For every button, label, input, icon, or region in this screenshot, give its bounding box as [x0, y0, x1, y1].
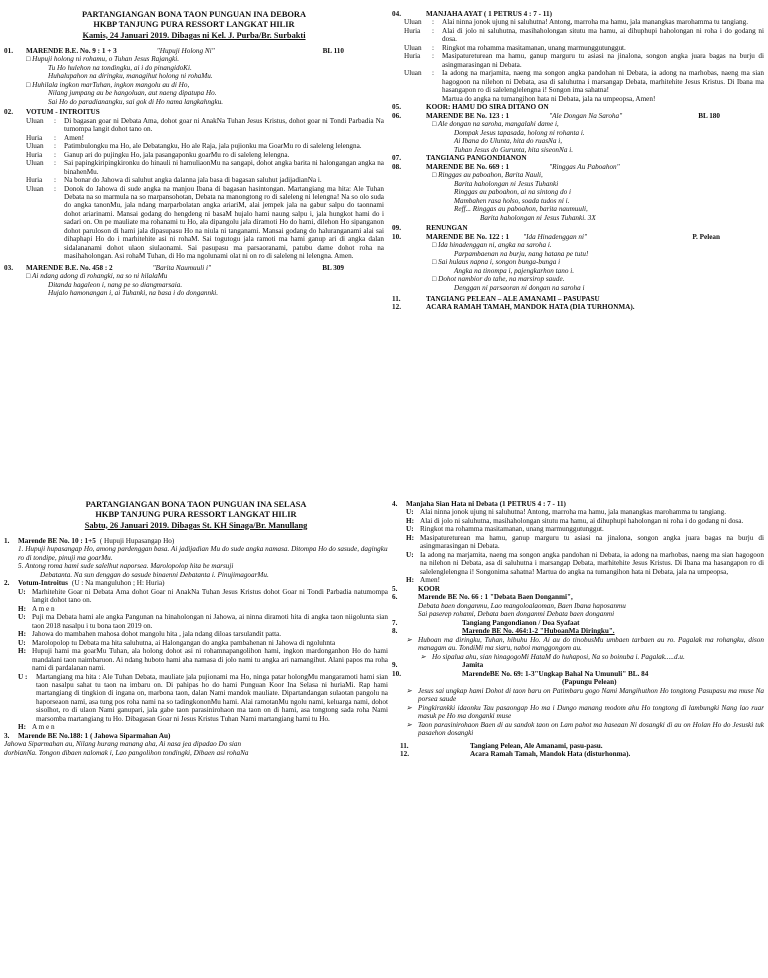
liturgy-row: Huria : Na bonar do Jahowa di saluhut angka dalanna jala basa di bagasan saluhut jadijadianNa i.: [26, 176, 322, 185]
program-date: Kamis, 24 Januari 2019. Dibagas ni Kel. J. Purba/Br. Surbakti: [82, 30, 306, 40]
reading-row: U: Alai ninna jonok ujung ni saluhutna! Antong, marroha ma hamu, jala manangkas marohamma tu tangiang.: [406, 508, 726, 517]
program-thursday: [4, 10, 384, 488]
section-4: 4. Manjaha Sian Hata ni Debata (1 PETRUS 4 : 7 - 11): [392, 500, 566, 508]
program-title: PARTANGIANGAN BONA TAON PUNGUAN INA SELASA: [85, 500, 307, 509]
section-5: 5. KOOR: [392, 584, 440, 593]
section-08: 08. MARENDE BE No. 669 : 1 "Ringgas Au Paboahon": [392, 162, 620, 171]
section-7: 7. Tangiang Pangondianon / Doa Syafaat: [392, 618, 580, 627]
reading-row: Huria : Masipatureturean ma hamu, ganup marguru tu asiasi na jinalona, songon angka juara bagas na burju di asingmarasingan ni Debata.: [404, 52, 764, 69]
section-06: 06. MARENDE BE No. 123 : 1 "Ale Dongan Na Saroha" BL 180: [392, 111, 720, 120]
reading-row: Uluan : Ia adong na marjamita, naeng ma songon angka pandohan ni Debata, ia adong na marhobas, naeng ma sian hagogoon na nilehon ni Debata, asa di saluhutna i marsangap Debata, marhitehite Jesus Kristus. Di Ibana ma hasangapon ro di salelenglelengna i! Songon ima sahatna!: [404, 69, 764, 95]
section-9: 9. Jamita: [392, 661, 484, 670]
liturgy-row: U: Puji ma Debata hami ale angka Pangunan na hinaholongan ni Jahowa, ai ninna diramoti hita di angka taon niigolunta sian taon 2018 nasalpu i tu bona taon 2019 on.: [18, 613, 388, 630]
bible-reading: [392, 18, 764, 103]
reading-row: Huria : Alai di jolo ni saluhutna, masihaholongan situtu ma hamu, ai dihuphupi haholongan ni roha i do godang ni dosa.: [404, 26, 764, 44]
section-8: 8. Marende BE No. 464:1-2 "HuboanMa Diringku".: [392, 627, 615, 636]
arrow-bullet-icon: ➢: [420, 652, 427, 661]
section-10: 10. MARENDE BE No. 122 : 1 "Ida Hinadenggan ni" P. Pelean: [392, 232, 720, 241]
section-11: 11. TANGIANG PELEAN – ALE AMANAMI – PASUPASU: [392, 294, 600, 303]
section-12: 12. ACARA RAMAH TAMAH, MANDOK HATA (DIA TURHONMA).: [392, 303, 635, 312]
liturgy-row: Uluan : Di bagasan goar ni Debata Ama, dohot goar ni AnakNa Tuhan Jesus Kristus, dohot goar ni Tondi Parbadia Na tumompa langit dohot tano on.: [26, 116, 384, 134]
liturgy-row: H: Hupuji hami ma goarMu Tuhan, ala holong dohot asi ni rohamnapangolihon hami, ingkon mardonganhon Ho do hami mandalani taon naimbaruon. Ai ndang huboto hami aha namasa di jolo nami tu angka ari namangihut. Alani papos ma roha nami di pardalanan nami.: [18, 647, 388, 673]
liturgy-row: U: Marolopolop tu Debata ma hita saluhutna, ai Halongangan do angka pambahenan ni Jahowa di ngoluhnta: [18, 638, 336, 647]
hymn-lyrics: □ Ida hinadenggan ni, angka na saroha i. Parpambaenan na burju, nang hatana pe tutu! □ Sai hulaus napna i, songon bunga-bunga i Angka na tinompa i, pajengkarhon tano i. □ Dohot nambior do tahe, na marsirop saude. Denggan ni parsaoran ni dongan na saroha i: [432, 241, 589, 292]
section-12: 12. Acara Ramah Tamah, Mandok Hata (disturhonma).: [400, 750, 631, 759]
arrow-bullet-icon: ➢: [406, 703, 413, 712]
program-date: Sabtu, 26 Januari 2019. Dibagas St. KH Sinaga/Br. Manullang: [84, 520, 308, 530]
program-saturday-continued: [392, 500, 764, 974]
reading-row: H: Masipatureturean ma hamu, ganup marguru tu asiasi na jinalona, songon angka juara bagas na burju di asingmarasingan ni Debata.: [406, 533, 764, 551]
reading-row: H: Alai di jolo ni saluhutna, masihaholongan situtu ma hamu, ai dihuphupi haholongan ni roha i do godang ni dosa.: [406, 516, 744, 525]
liturgy-row: H: A m e n: [18, 723, 55, 732]
section-03: 03. MARENDE B.E. No. 458 : 2 "Barita Naumuuli i" BL 309: [4, 263, 344, 272]
church-name: HKBP TANJUNG PURA RESSORT LANGKAT HILIR: [95, 510, 297, 520]
liturgy-row: Huria : Amen!: [26, 133, 84, 142]
liturgy-row: U : Martangiang ma hita : Ale Tuhan Debata, mauliate jala pujionami ma Ho, ninga patar holongMu mangaramoti hami sian taon nasalpu sahat tu taon na imbaru on. Di pahipas ho do hami Punguan Koor Ina Selasa ni huriaMi. Rap hami martangiang di tingkion di ingana on, marbona taon, dalan Nami mandok mauliate. Dipartandangan sulaotan pangolu na haporseaon nami, asa tung pos roha nami na so tadingkononMu hami. Alai ramotanMu ngolu nami, keluarga nami, dohot sisolhot, ro di ulaon Nami ganupari, jala gabe taon parasinirohaon ma taon on di hami, asa tongtong sada roha Nami marsomba martangiang tu Ho. Dibagasan Goar ni Jesus Kristus Tuhan Nami martangiang hami tu Ho.: [18, 672, 388, 723]
hymn-lyrics: □ Ringgas au paboahon, Barita Nauli, Barita haholongan ni Jesus Tuhanki Ringgas au paboahon, ai na sintong do i Mambahen rasa holso, soada tudos ni i. Reff... Ringgas au paboahon, barita naumuuli, Barita haholongan ni Jesus Tuhanki. 3X: [432, 171, 596, 222]
arrow-bullet-icon: ➢: [406, 686, 413, 695]
hymn-lyrics: 1. Hupuji hupasangap Ho, among pardenggan basa. Ai jadijadian Mu do sude angka namasa. Ditompa Ho do sasude, dagingku ro di tondipe, pinuji ma goarMu. 5. Antong roma hami sude salelhut naporsea. Marolopolop hita be marsuji Debatanta. Na sun denggan do sasude binaenni Debatanta i. PinujimagoarMu.: [18, 545, 388, 579]
arrow-bullet-icon: ➢: [406, 635, 413, 644]
reading-row: U: Ia adong na marjamita, naeng ma songon angka pandohan ni Debata, ia adong na marhobas, naeng ma sian hagogoon na nilehon ni Debata, asa di saluhutna i marsangap Debata, marhitehite Jesus Kristus. Di Ibana ma hasangapon ro di salelenglelengna i! Songonima sahatna! Martua do angka na tumangihon hata ni Debata, jala na umpeopsa,: [406, 550, 764, 576]
section-07: 07. TANGIANG PANGONDIANON: [392, 154, 527, 163]
bible-reading: [392, 508, 764, 584]
liturgy-row: H: Jahowa do mambahen mahosa dohot mangolu hita , jala ndang diloas tarsulandit patta.: [18, 630, 282, 639]
liturgy-row: U: Marhitehite Goar ni Debata Ama dohot Goar ni AnakNa Tuhan Jesus Kristus dohot Goar ni Tondi Parbadia natumompa langit dohot tano on.: [18, 587, 388, 605]
section-3: 3. Marende BE No.188: 1 ( Jahowa Siparmahan Au): [4, 731, 171, 740]
hymn-lyrics: □ Ai ndang adong di rohangki, na so ni hilalaMu Ditanda hagaleon i, nang pe so diangmarsaia. Hujalo hamonangan i, ai Tuhanki, na basa i do dongannki.: [26, 272, 219, 298]
reading-row: U: Ringkot ma rohamma masitamanan, unang marmunggutunggut.: [406, 525, 604, 534]
program-thursday-continued: [392, 10, 764, 488]
hymn-lyrics: ➢ Jesus sai ungkap hami Dohot di taon baru on Patimbaru gogo Nami Mangihuthon Ho tongtong Pasupasu ma muse Na porsea saude ➢ Pingkirankki idaonku Tau pasaongap Ho ma i Dungo manang modom ahu Ho tongtong di lambungki Nang lao ruar masuk pe Ho ma donganki muse ➢ Taon parasinirohaon Baen di au sandok taon on Lam pahot ma haseaan Ni dosangki di au on Holan Ho do Jesuski tuk pasaehon dosangki: [406, 686, 764, 738]
program-title: PARTANGIANGAN BONA TAON PUNGUAN INA DEBORA: [81, 10, 307, 19]
section-11: 11. Tangiang Pelean, Ale Amanami, pasu-pasu.: [400, 741, 603, 750]
liturgy-row: Uluan : Patimbulongku ma Ho, ale Debatangku, Ho ale Raja, jala pujionku ma GoarMu ro di saleleng lelengna.: [26, 142, 362, 151]
liturgy-row: H: A m e n: [18, 604, 55, 613]
hymn-lyrics: ➢ Huboan ma diringku, Tuhan, hibuhu Ho. Ai au do tinobusMu umbaen tarbaen au ro. Pagalak ma rohangku, dison managam au. TondiMi ma siaru, naboi manggongom au. ➢ Ho sipalua ahu, sian hinagogoMi HataM do huhaposi, Na so boinuba i. Pagalak.....d.u.: [406, 635, 764, 661]
section-05: 05. KOOR: HAMU DO SIRA DITANO ON: [392, 103, 549, 112]
liturgy-row: Uluan : Donok do Jahowa di sude angka na manjou Ibana di bagasan hasintongan. Martangiang ma hita: Ale Tuhan Debata na so marmula na so marpansohotan, Debata na manongtong ro di saleleng ni lelengna! Na so olo suda do angka tanonMu, jala ndang marparbolatan angka ariariM, alai jempek jala na gabur salpu do taonnami dohot ariarinami. Mansai godang do hengdeng ni basaM hujalo hami naung salpu i, jala hungkot hami do i sadari on. On pe mauliate ma rohanami tu Ho, ala dipangolu jala diramoti Ho do hami, dilehon Ho sipanganon dohot paruloson di hami jala dipasupasu Ho na niula ni tanganami. Mansai godang do haluranganami alai sai dihaphapi Ho do i marhitehite asi ni rohaM. Sai togutogu jala ramoti ma hami ganup ari di angka dalan sidalananami dohot ulaon siulaonami. Sai pasupasu ma parsaoranami, patubu dame dohot roha na masihaholongan. Asi rohaM Tuhan, di Ho ma ngolunami olat ni on ro di saleleng ni lelengna. Amen.: [26, 184, 384, 261]
hymn-lyrics: Jahowa Siparmahan au, Nilang hurang manang aha, Ai nasa jea dipadao Do sian dorbianNa. Tongon dibaen nalomak i, Lao pangolihon tondingki, Dibaen asi rohaNa: [4, 740, 249, 757]
offering-note: (Papungu Pelean): [562, 678, 617, 687]
section-02: 02. VOTUM - INTROITUS: [4, 108, 100, 117]
votum-liturgy: [4, 117, 384, 261]
hymn-lyrics: □ Hupuji holong ni rohamu, o Tuhan Jesus Rajangki. Tu Ho hulehon na tondingku, ai i do pinangidoKi. Huhalupahon na diringku, managihut holong ni rohaMu. □ Huhilala ingkon marTuhan, ingkon mangolu au di Ho, Nilang jumpang au be hangoluan, aut naeng dipatupa Ho. Sai Ho do paradianangku, sai gok di Ho nama langkahngku.: [26, 55, 224, 106]
reading-row: Uluan : Alai ninna jonok ujung ni saluhutna! Antong, marroha ma hamu, jala manangkas marohamma tu tangiang.: [404, 18, 748, 27]
section-04: 04. MANJAHA AYAT ( 1 PETRUS 4 : 7 - 11): [392, 10, 552, 18]
section-6: 6. Marende BE No. 66 : 1 "Debata Baen Donganmi",: [392, 593, 573, 602]
section-01: 01. MARENDE B.E. No. 9 : 1 + 3 "Hupuji Holong Ni" BL 110: [4, 46, 344, 55]
arrow-bullet-icon: ➢: [406, 720, 413, 729]
hymn-lyrics: □ Ale dongan na saroha, mangalahi dame i, Dompak Jesus tapasada, holong ni rohanta i. Ai Ibana do Ulunta, hita do ruasNa i, Tuhan Jesus do Gurunta, hita siseonNa i.: [432, 120, 585, 154]
reading-row: Uluan : Ringkot ma rohamma masitamanan, unang marmunggutunggut.: [404, 43, 626, 52]
liturgy-row: Huria : Ganup ari do pujingku Ho, jala pasangaponku goarMu ro di saleleng lelengna.: [26, 150, 290, 159]
program-saturday: [4, 500, 388, 974]
section-2: 2. Votum-Introitus (U : Na manguluhon ; H: Huria): [4, 579, 165, 588]
section-1: 1. Marende BE No. 10 : 1+5 ( Hupuji Hupasangap Ho): [4, 536, 175, 545]
section-10: 10. MarendeBE No. 69: 1-3"Ungkap Bahal Na Umunuli" BL. 84: [392, 669, 649, 678]
votum-liturgy: [4, 588, 388, 732]
section-09: 09. RENUNGAN: [392, 224, 468, 233]
church-name: HKBP TANJUNG PURA RESSORT LANGKAT HILIR: [93, 20, 295, 30]
hymn-lyrics: Debata baen donganmu, Lao mangoloalaoman, Baen Ibana haposanmu Sai paserep rohami, Debata baen donganmi Debata baen donganmi: [418, 601, 626, 619]
liturgy-row: Uluan : Sai papingkiripingkironku do hinauli ni hamuliaonMu na sangapi, dohot angka barita ni halongangan angka na binahenMu.: [26, 159, 384, 176]
reading-row: Martua do angka na tumangihon hata ni Debata, jala na umpeopsa, Amen!: [442, 94, 656, 103]
reading-row: H: Amen!: [406, 576, 440, 585]
